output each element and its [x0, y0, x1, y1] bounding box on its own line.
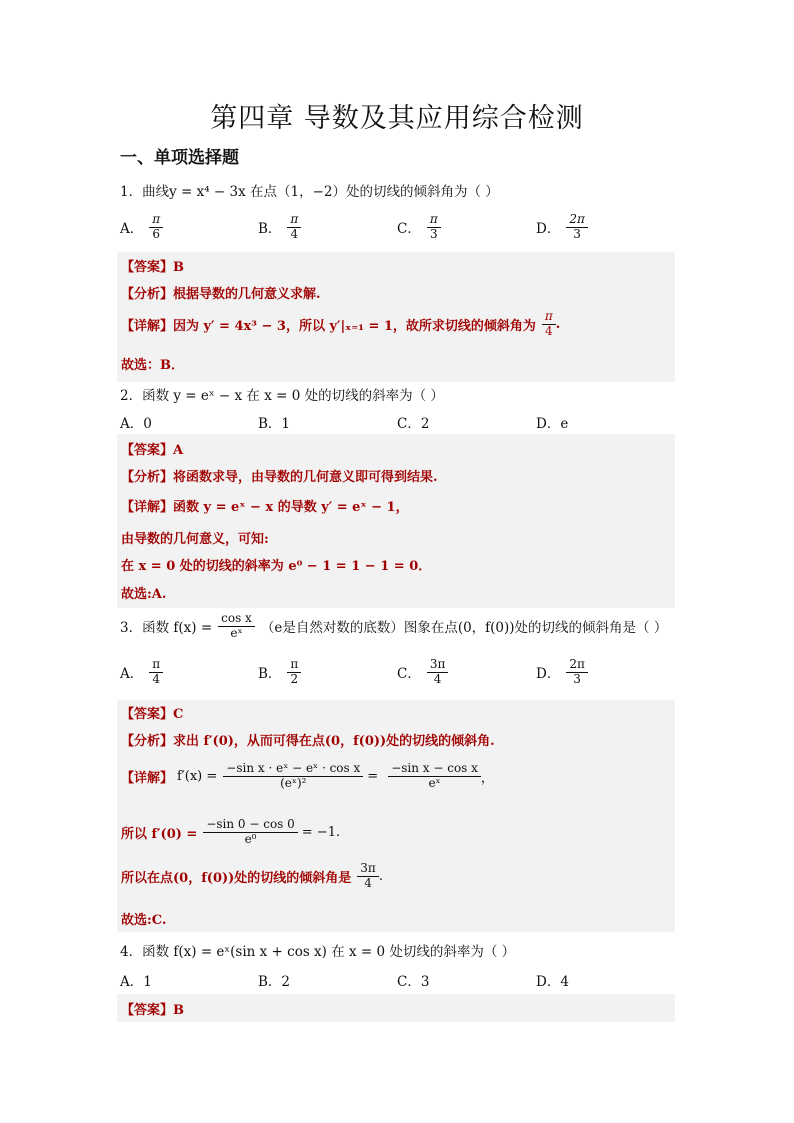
- q3-detail-line-2: 所以 f′(0) = $\frac{-\sin 0 - \cos 0}{\text{e⁰}}$ = −1.: [121, 817, 341, 846]
- page-title: 第四章 导数及其应用综合检测: [210, 103, 584, 134]
- q2-option-c: C．2: [397, 416, 430, 432]
- q1-answer: 【答案】B: [121, 260, 184, 275]
- q3-option-b: B． $\frac{\pi}{2}$: [258, 658, 301, 687]
- question-3-text: 3．函数 f(x) = $\frac{\text{cos x}}{\text{eˣ}}$ （e是自然对数的底数）图象在点(0，f(0))处的切线的倾斜角是（ ）: [120, 611, 668, 640]
- q4-option-c: C．3: [397, 974, 430, 990]
- q1-solution-box: [117, 252, 675, 382]
- q2-detail-line-2: 由导数的几何意义，可知:: [121, 532, 269, 547]
- q3-option-c: C． $\frac{3\pi}{4}$: [397, 658, 448, 687]
- q1-detail: 【详解】 因为 y′ = 4x³ − 3，所以 y′|ₓ₌₁ = 1，故所求切线的倾斜角为 $\frac{\pi}{4}$ .: [121, 309, 561, 338]
- question-1-text: 1．曲线y = x⁴ − 3x 在点（1，−2）处的切线的倾斜角为（ ）: [120, 184, 499, 200]
- q3-option-a: A． $\frac{\pi}{4}$: [120, 658, 163, 687]
- q2-conclusion: 故选:A.: [121, 587, 167, 602]
- q3-solution-box: [117, 700, 675, 932]
- question-2-text: 2．函数 y = eˣ − x 在 x = 0 处的切线的斜率为（ ）: [120, 388, 444, 404]
- q4-option-b: B．2: [258, 974, 291, 990]
- question-4-text: 4．函数 f(x) = eˣ(sin x + cos x) 在 x = 0 处切线的斜率为（ ）: [120, 944, 516, 960]
- q3-answer: 【答案】C: [121, 707, 184, 722]
- q3-conclusion: 故选:C.: [121, 913, 167, 928]
- q3-detail-line-3: 所以在点(0，f(0))处的切线的倾斜角是 $\frac{3\pi}{4}$ .: [121, 861, 383, 890]
- q3-detail: 【详解】 f′(x) = $\frac{\text{−sin x · eˣ − eˣ · cos x}}{\text{(eˣ)²}}$ = $\frac{\text{−sin x − cos x}}{\text{eˣ}}$ ，: [121, 761, 494, 790]
- q4-option-d: D．4: [536, 974, 569, 990]
- q2-detail: 【详解】函数 y = eˣ − x 的导数 y′ = eˣ − 1，: [121, 500, 409, 515]
- q1-option-c: C． $\frac{\pi}{3}$: [397, 213, 441, 242]
- q1-option-d: D． $\frac{2\pi}{3}$: [536, 213, 588, 242]
- q2-answer: 【答案】A: [121, 443, 184, 458]
- q2-solution-box: [117, 434, 675, 608]
- q4-answer: 【答案】B: [121, 1003, 184, 1018]
- q4-option-a: A．1: [120, 974, 152, 990]
- q4-solution-box: [117, 994, 675, 1022]
- q1-conclusion: 故选：B．: [121, 358, 184, 373]
- q2-analysis: 【分析】将函数求导，由导数的几何意义即可得到结果.: [121, 470, 438, 485]
- q2-option-d: D．e: [536, 416, 569, 432]
- q3-option-d: D． $\frac{2\pi}{3}$: [536, 658, 588, 687]
- q2-option-a: A．0: [120, 416, 152, 432]
- q1-option-a: A． $\frac{\pi}{6}$: [120, 213, 163, 242]
- q2-detail-line-3: 在 x = 0 处的切线的斜率为 e⁰ − 1 = 1 − 1 = 0．: [121, 559, 432, 574]
- section-heading: 一、单项选择题: [120, 148, 239, 168]
- q1-option-b: B． $\frac{\pi}{4}$: [258, 213, 301, 242]
- q2-option-b: B．1: [258, 416, 291, 432]
- q1-analysis: 【分析】根据导数的几何意义求解.: [121, 287, 321, 302]
- q3-analysis: 【分析】求出 f′(0)，从而可得在点(0，f(0))处的切线的倾斜角.: [121, 734, 495, 749]
